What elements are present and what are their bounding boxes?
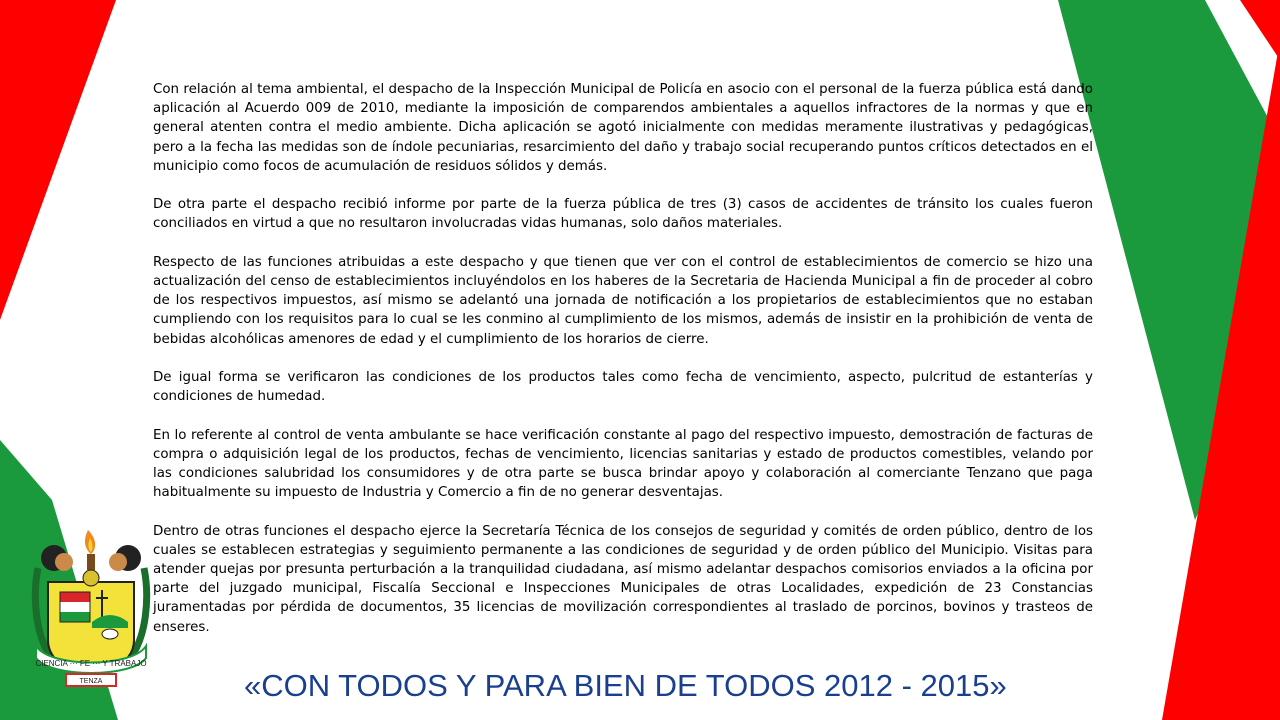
paragraph-environment: Con relación al tema ambiental, el despacho de la Inspección Municipal de Policía en asocio con el personal de la fuerza pública está dando aplicación al Acuerdo 009 de 2010, mediante la imposición de comparendos ambientales a aquellos infractores de la normas y que en general atenten contra el medio ambiente. Dicha aplicación se agotó inicialmente con medidas meramente ilustrativas y pedagógicas, pero a la fecha las medidas son de índole pecuniarias, resarcimiento del daño y trabajo social recuperando puntos críticos detectados en el municipio como focos de acumulación de residuos sólidos y demás. (153, 82, 1093, 174)
right-red-band (1240, 0, 1280, 60)
left-red-band (0, 0, 116, 320)
footer-slogan: «CON TODOS Y PARA BIEN DE TODOS 2012 - 2015» (244, 668, 1007, 703)
paragraph-product-conditions: De igual forma se verificaron las condiciones de los productos tales como fecha de vencimiento, aspecto, pulcritud de estanterías y condiciones de humedad. (153, 370, 1093, 405)
paragraph-traffic-accidents: De otra parte el despacho recibió informe por parte de la fuerza pública de tres (3) casos de accidentes de tránsito los cuales fueron conciliados en virtud a que no resultaron involucradas vidas humanas, solo daños materiales. (153, 197, 1093, 232)
seal-town: TENZA (79, 678, 103, 685)
paragraph-commerce-control: Respecto de las funciones atribuidas a este despacho y que tienen que ver con el control de establecimientos de comercio se hizo una actualización del censo de establecimientos incluyéndolos en los haberes de la Secretaria de Hacienda Municipal a fin de proceder al cobro de los respectivos impuestos, así mismo se adelantó una jornada de notificación a los propietarios de establecimientos que no estaban cumpliendo con los requisitos para lo cual se les conmino al cumplimiento de los mismos, además de insistir en la prohibición de venta de bebidas alcohólicas amenores de edad y el cumplimiento de los horarios de cierre. (153, 254, 1093, 347)
municipal-seal-icon (30, 528, 152, 690)
paragraph-other-functions: Dentro de otras funciones el despacho ejerce la Secretaría Técnica de los consejos de seguridad y comités de orden público, dentro de los cuales se establecen estrategias y seguimiento permanente a las condiciones de seguridad y de orden público del Municipio. Visitas para atender quejas por presunta perturbación a la tranquilidad ciudadana, así mismo adelantar despachos comisorios enviados a la oficina por parte del juzgado municipal, Fiscalía Seccional e Inspecciones Municipales de otras Localidades, expedición de 23 Constancias juramentadas por pérdida de documentos, 35 licencias de movilización correspondientes al traslado de porcinos, bovinos y trasteos de enseres. (153, 523, 1093, 635)
report-body (153, 80, 1093, 656)
paragraph-street-vending: En lo referente al control de venta ambulante se hace verificación constante al pago del respectivo impuesto, demostración de facturas de compra o adquisición legal de los productos, fechas de vencimiento, licencias sanitarias y estado de productos comestibles, velando por las condiciones salubridad los consumidores y de otra parte se busca brindar apoyo y colaboración al comerciante Tenzano que paga habitualmente su impuesto de Industria y Comercio a fin de no generar desventajas. (153, 427, 1093, 501)
seal-motto: CIENCIA ··· FE ··· Y TRABAJO (35, 659, 147, 668)
